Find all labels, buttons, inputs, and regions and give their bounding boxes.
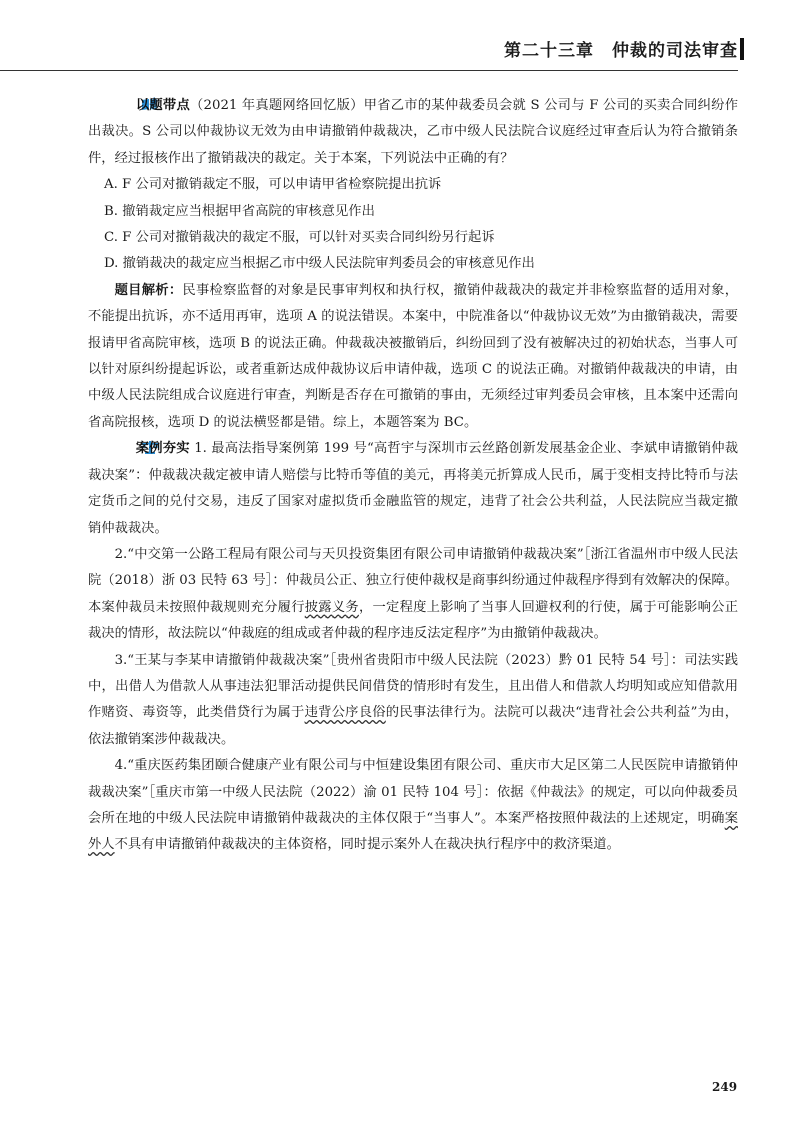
case4-paragraph [88,753,738,859]
analysis-text: 民事检察监督的对象是民事审判权和执行权，撤销仲裁裁决的裁定并非检察监督的适用对象，不能提出抗诉，亦不适用再审，选项 A 的说法错误。本案中，中院准备以“仲裁协议无效”为由撤销裁决，需要报请甲省高院审核，选项 B 的说法正确。仲裁裁决被撤销后，纠纷回到了没有被解决过的初始状态，当事人可以针对原纠纷提起诉讼，或者重新达成仲裁协议后申请仲裁，选项 C 的说法正确。对撤销仲裁裁决的申请，由中级人民法院组成合议庭进行审查，判断是否存在可撤销的事由，无须经过审判委员会审核，且本案中还需向省高院报核，选项 D 的说法横竖都是错。综上，本题答案为 BC。 [88,282,739,430]
question-stem-paragraph [88,93,738,172]
case2-text-before: 2.“中交第一公路工程局有限公司与天贝投资集团有限公司申请撤销仲裁裁决案”［浙江省温州市中级人民法院（2018）浙 03 民特 63 号］：仲裁员公正、独立行使仲裁权是商事纠纷通过仲裁程序得到有效解决的保障。本案仲裁员未按照仲裁规则充分履行 [88,546,738,615]
scales-icon [115,438,133,452]
case3-text-before: 3.“王某与李某申请撤销仲裁裁决案”［贵州省贵阳市中级人民法院（2023）黔 01 民特 54 号］：司法实践中，出借人为借款人从事违法犯罪活动提供民间借贷的情形时有发生，且出借人和借款人均明知或应知借款用作赌资、毒资等，此类借贷行为属于 [88,652,738,721]
book-pen-icon [115,95,133,109]
chapter-title: 第二十三章 仲裁的司法审查 [504,41,738,61]
case2-text-after: ，一定程度上影响了当事人回避权利的行使，属于可能影响公正裁决的情形，故法院以“仲裁庭的组成或者仲裁的程序违反法定程序”为由撤销仲裁裁决。 [88,599,738,642]
question-tag: 以题带点 [135,98,190,113]
question-stem: （2021 年真题网络回忆版）甲省乙市的某仲裁委员会就 S 公司与 F 公司的买卖合同纠纷作出裁决。S 公司以仲裁协议无效为由申请撤销仲裁裁决，乙市中级人民法院合议庭经过审查后认为符合撤销条件，经过报核作出了撤销裁决的裁定。关于本案，下列说法中正确的有？ [88,98,739,166]
page-content [88,93,738,859]
header-rule [0,70,738,71]
case3-emphasis: 违背公序良俗 [304,705,386,721]
option-a: A. F 公司对撤销裁定不服，可以申请甲省检察院提出抗诉 [104,177,442,193]
page-number: 249 [712,1080,738,1094]
analysis-label: 题目解析： [114,282,183,298]
analysis-paragraph [88,278,738,436]
case4-emphasis: 案外人 [88,810,738,853]
option-d: D. 撤销裁决的裁定应当根据乙市中级人民法院审判委员会的审核意见作出 [104,256,535,272]
option-b: B. 撤销裁定应当根据甲省高院的审核意见作出 [104,203,375,219]
header-bar [740,38,744,60]
page-header [0,0,800,72]
cases-tag: 案例夯实 [135,441,190,457]
case4-text-before: 4.“重庆医药集团颐合健康产业有限公司与中恒建设集团有限公司、重庆市大足区第二人民医院申请撤销仲裁裁决案”［重庆市第一中级人民法院（2022）渝 01 民特 104 号］：依据《仲裁法》的规定，可以向仲裁委员会所在地的中级人民法院申请撤销仲裁裁决的主体仅限于“当事人”。本案严格按照仲裁法的上述规定，明确 [88,758,738,826]
option-c: C. F 公司对撤销裁决的裁定不服，可以针对买卖合同纠纷另行起诉 [104,230,495,246]
case4-text-after: 不具有申请撤销仲裁裁决的主体资格，同时提示案外人在裁决执行程序中的救济渠道。 [114,837,620,853]
case2-emphasis: 披露义务 [304,599,359,615]
case3-paragraph [88,648,738,754]
case2-paragraph [88,542,738,648]
case1-text: 1. 最高法指导案例第 199 号“高哲宇与深圳市云丝路创新发展基金企业、李斌申请撤销仲裁裁决案”：仲裁裁决裁定被申请人赔偿与比特币等值的美元，再将美元折算成人民币，属于变相支持比特币与法定货币之间的兑付交易，违反了国家对虚拟货币金融监管的规定，违背了社会公共利益，人民法院应当裁定撤销仲裁裁决。 [88,441,739,536]
case1-paragraph [88,436,738,542]
case3-text-after: 的民事法律行为。法院可以裁决“违背社会公共利益”为由，依法撤销案涉仲裁裁决。 [88,705,738,747]
